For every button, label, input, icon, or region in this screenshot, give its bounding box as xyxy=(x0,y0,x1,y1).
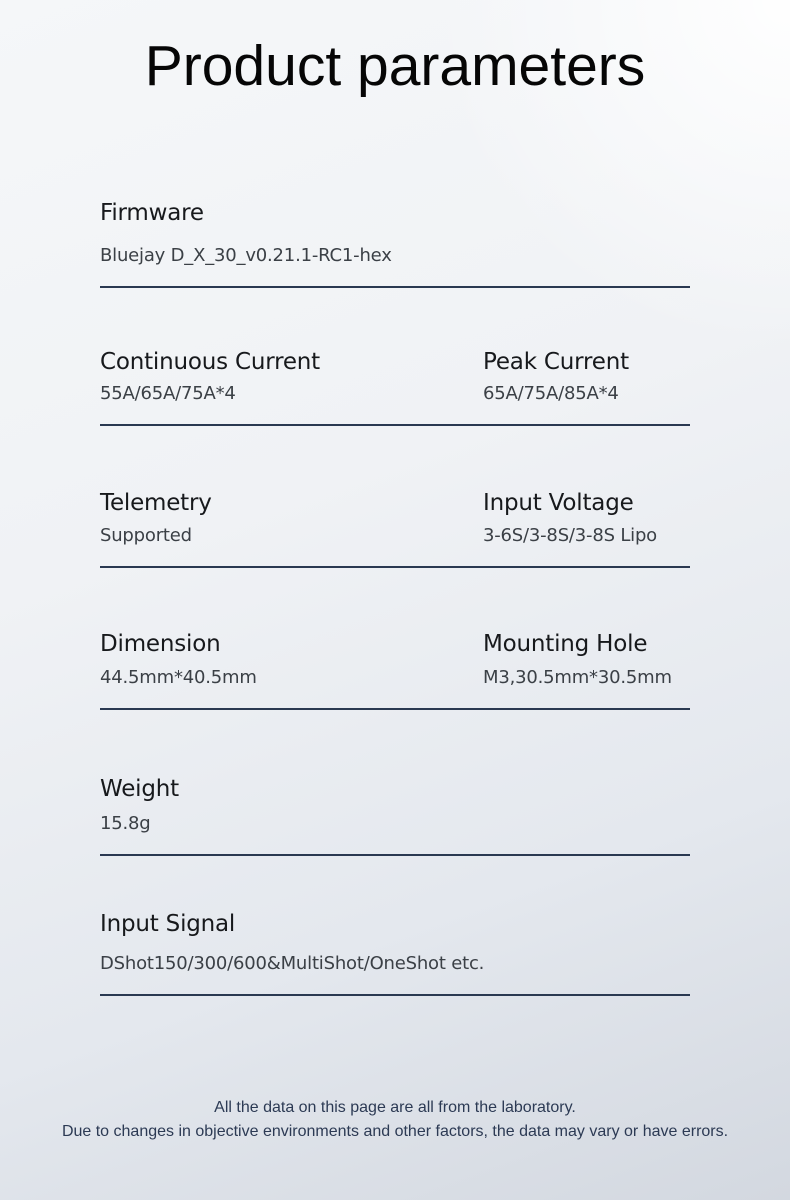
spec-cell-weight xyxy=(100,775,179,854)
spec-cell-input-voltage xyxy=(483,489,657,566)
spec-value-mounting-hole: M3,30.5mm*30.5mm xyxy=(483,667,672,688)
spec-section-dimension-mounting xyxy=(100,630,690,710)
spec-label-weight: Weight xyxy=(100,776,179,802)
spec-cell-telemetry xyxy=(100,489,212,566)
spec-section-firmware xyxy=(100,199,690,288)
section-divider xyxy=(100,708,690,710)
spec-cell-peak-current xyxy=(483,348,629,424)
spec-value-input-signal: DShot150/300/600&MultiShot/OneShot etc. xyxy=(100,953,485,974)
spec-cell-dimension xyxy=(100,630,257,708)
spec-label-peak-current: Peak Current xyxy=(483,349,629,375)
disclaimer xyxy=(0,1096,790,1144)
spec-label-input-signal: Input Signal xyxy=(100,911,236,937)
spec-value-continuous-current: 55A/65A/75A*4 xyxy=(100,383,236,404)
section-divider xyxy=(100,424,690,426)
spec-value-telemetry: Supported xyxy=(100,525,192,546)
spec-value-peak-current: 65A/75A/85A*4 xyxy=(483,383,619,404)
spec-value-input-voltage: 3-6S/3-8S/3-8S Lipo xyxy=(483,525,657,546)
spec-value-dimension: 44.5mm*40.5mm xyxy=(100,667,257,688)
spec-value-firmware: Bluejay D_X_30_v0.21.1-RC1-hex xyxy=(100,245,392,266)
spec-label-continuous-current: Continuous Current xyxy=(100,349,320,375)
spec-cell-firmware xyxy=(100,199,392,286)
spec-label-mounting-hole: Mounting Hole xyxy=(483,631,648,657)
spec-cell-continuous-current xyxy=(100,348,320,424)
spec-section-telemetry-voltage xyxy=(100,489,690,568)
spec-cell-mounting-hole xyxy=(483,630,672,708)
section-divider xyxy=(100,286,690,288)
disclaimer-line-1: All the data on this page are all from the laboratory. xyxy=(214,1099,576,1116)
spec-section-weight xyxy=(100,775,690,856)
section-divider xyxy=(100,854,690,856)
section-divider xyxy=(100,994,690,996)
spec-label-telemetry: Telemetry xyxy=(100,490,212,516)
spec-label-firmware: Firmware xyxy=(100,200,204,226)
spec-section-current xyxy=(100,348,690,426)
page-title: Product parameters xyxy=(144,34,646,98)
disclaimer-line-2: Due to changes in objective environments and other factors, the data may vary or have errors. xyxy=(61,1123,729,1140)
spec-value-weight: 15.8g xyxy=(100,813,151,834)
spec-cell-input-signal xyxy=(100,910,485,994)
spec-label-dimension: Dimension xyxy=(100,631,221,657)
spec-label-input-voltage: Input Voltage xyxy=(483,490,634,516)
section-divider xyxy=(100,566,690,568)
spec-section-input-signal xyxy=(100,910,690,996)
